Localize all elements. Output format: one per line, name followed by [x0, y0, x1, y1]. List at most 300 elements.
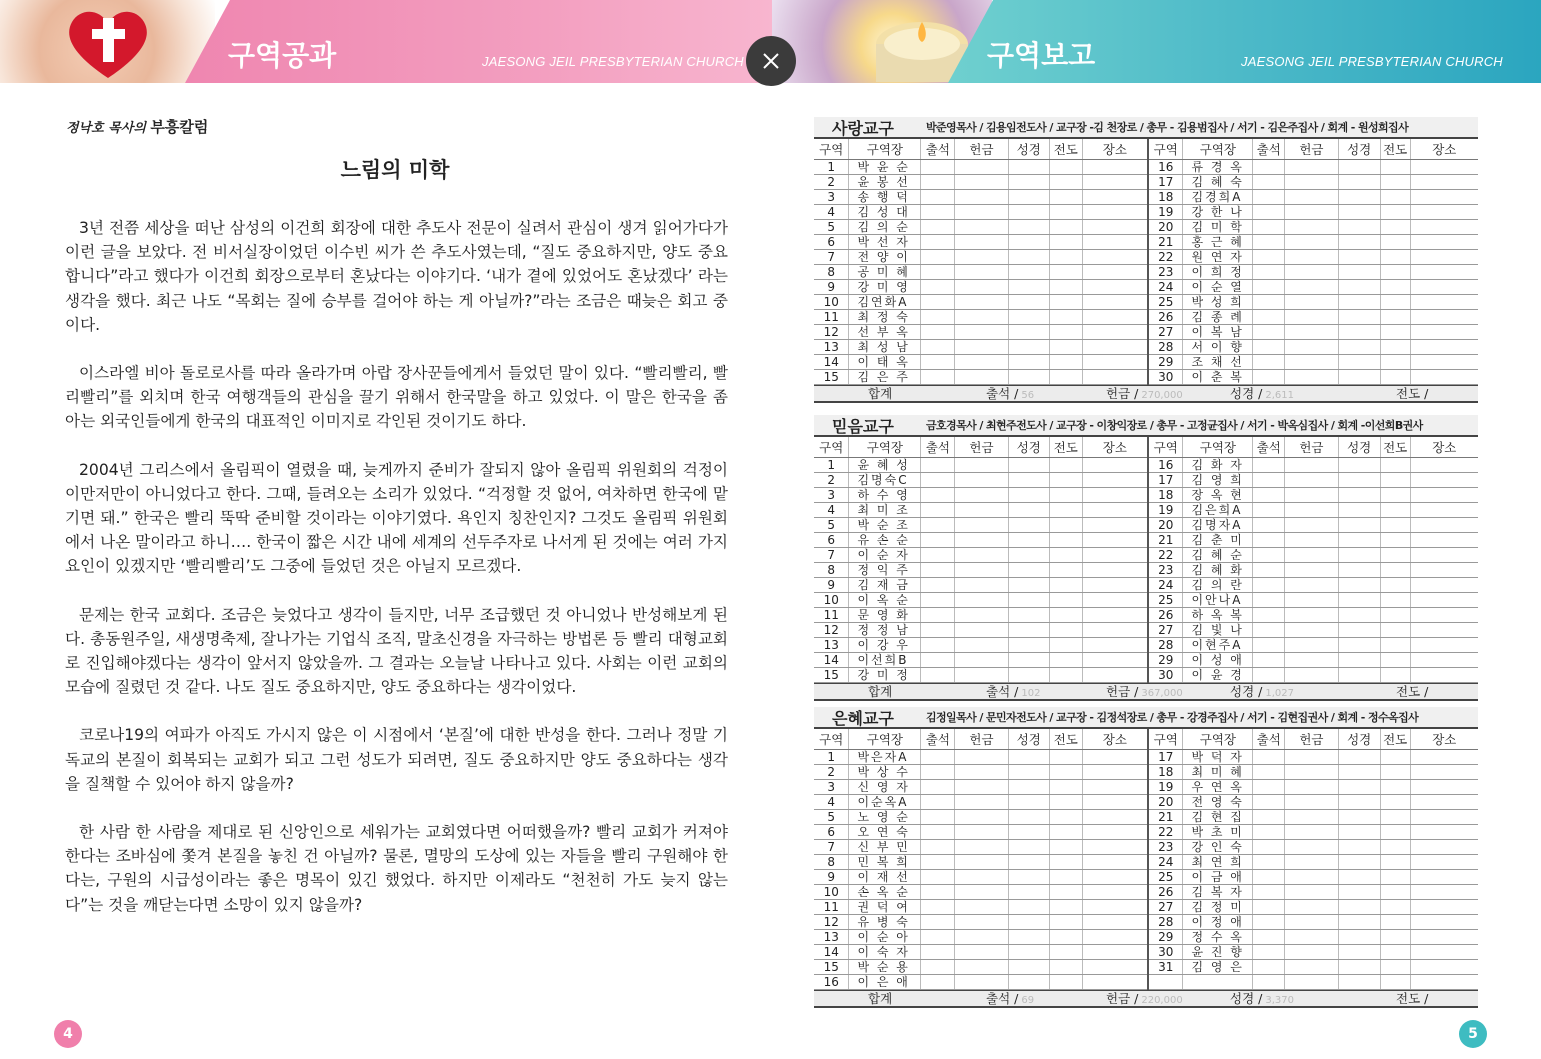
empty-cell [1380, 652, 1410, 667]
empty-cell [1285, 764, 1338, 779]
table-row [814, 457, 1478, 472]
empty-cell [955, 667, 1008, 682]
group-leader: 박 선 자 [849, 234, 921, 249]
empty-cell [1338, 764, 1380, 779]
empty-cell [955, 824, 1008, 839]
empty-cell [1253, 354, 1285, 369]
empty-cell [1049, 249, 1082, 264]
empty-cell [1008, 517, 1049, 532]
empty-cell [1049, 457, 1082, 472]
district-name: 은혜교구 [832, 708, 894, 728]
group-leader: 강 인 숙 [1183, 839, 1253, 854]
empty-cell [1380, 622, 1410, 637]
column-header: 구역 [814, 437, 849, 457]
empty-cell [1410, 562, 1478, 577]
empty-cell [1253, 309, 1285, 324]
empty-cell [1380, 607, 1410, 622]
group-number: 11 [814, 607, 849, 622]
summary-bible-value: 3,370 [1265, 995, 1294, 1006]
empty-cell [1380, 929, 1410, 944]
group-leader: 우 연 옥 [1183, 779, 1253, 794]
empty-cell [1253, 779, 1285, 794]
column-header: 전도 [1049, 729, 1082, 749]
empty-cell [1253, 592, 1285, 607]
group-number: 27 [1148, 324, 1183, 339]
empty-cell [921, 974, 955, 989]
empty-cell [1338, 159, 1380, 174]
empty-cell [955, 959, 1008, 974]
group-number: 15 [814, 667, 849, 682]
empty-cell [1285, 824, 1338, 839]
empty-cell [1008, 234, 1049, 249]
column-header: 구역 [1148, 729, 1183, 749]
group-number: 19 [1148, 204, 1183, 219]
empty-cell [921, 472, 955, 487]
empty-cell [1338, 667, 1380, 682]
column-header: 장소 [1410, 139, 1478, 159]
column-header: 구역 [1148, 437, 1183, 457]
group-leader: 이 복 남 [1183, 324, 1253, 339]
empty-cell [921, 779, 955, 794]
empty-cell [1338, 607, 1380, 622]
district-name: 사랑교구 [832, 118, 894, 138]
column-header: 장소 [1082, 437, 1148, 457]
empty-cell [1049, 944, 1082, 959]
table-row [814, 234, 1478, 249]
group-leader: 김명자A [1183, 517, 1253, 532]
empty-cell [1049, 174, 1082, 189]
empty-cell [1082, 959, 1148, 974]
empty-cell [1253, 487, 1285, 502]
empty-cell [1410, 159, 1478, 174]
empty-cell [1285, 174, 1338, 189]
column-header: 성경 [1338, 139, 1380, 159]
empty-cell [1253, 502, 1285, 517]
group-leader: 최 정 숙 [849, 309, 921, 324]
empty-cell [921, 592, 955, 607]
empty-cell [1410, 264, 1478, 279]
empty-cell [1253, 869, 1285, 884]
empty-cell [1008, 869, 1049, 884]
empty-cell [921, 839, 955, 854]
table-row [814, 779, 1478, 794]
group-leader: 이안나A [1183, 592, 1253, 607]
empty-cell [1082, 577, 1148, 592]
empty-cell [1008, 824, 1049, 839]
empty-cell [1285, 294, 1338, 309]
column-header: 구역 [1148, 139, 1183, 159]
empty-cell [955, 174, 1008, 189]
empty-cell [1082, 652, 1148, 667]
group-number: 12 [814, 914, 849, 929]
empty-cell [955, 294, 1008, 309]
empty-cell [1380, 667, 1410, 682]
empty-cell [1410, 502, 1478, 517]
summary-offering-label: 헌금 / [1106, 386, 1139, 401]
empty-cell [921, 652, 955, 667]
summary-offering [1106, 682, 1183, 700]
group-number: 30 [1148, 369, 1183, 384]
empty-cell [1082, 809, 1148, 824]
column-header: 성경 [1008, 139, 1049, 159]
empty-cell [955, 637, 1008, 652]
empty-cell [1049, 974, 1082, 989]
empty-cell [1410, 369, 1478, 384]
table-row [814, 189, 1478, 204]
group-number: 4 [814, 794, 849, 809]
empty-cell [1285, 794, 1338, 809]
group-number: 20 [1148, 219, 1183, 234]
column-header: 성경 [1008, 729, 1049, 749]
group-number: 1 [814, 749, 849, 764]
group-number: 3 [814, 189, 849, 204]
group-leader: 이 윤 경 [1183, 667, 1253, 682]
empty-cell [1285, 532, 1338, 547]
empty-cell [921, 204, 955, 219]
summary-total: 합계 [868, 386, 893, 401]
summary-attendance-value: 56 [1021, 390, 1035, 401]
empty-cell [1380, 354, 1410, 369]
empty-cell [921, 944, 955, 959]
group-number: 25 [1148, 592, 1183, 607]
group-leader: 박 윤 순 [849, 159, 921, 174]
empty-cell [1008, 487, 1049, 502]
empty-cell [1253, 204, 1285, 219]
empty-cell [921, 264, 955, 279]
empty-cell [1049, 339, 1082, 354]
empty-cell [1049, 502, 1082, 517]
group-leader: 윤 봉 선 [849, 174, 921, 189]
empty-cell [1285, 637, 1338, 652]
group-leader: 유 병 숙 [849, 914, 921, 929]
group-number: 31 [1148, 959, 1183, 974]
summary-bible-label: 성경 / [1230, 386, 1263, 401]
empty-cell [1285, 899, 1338, 914]
group-leader: 이 옥 순 [849, 592, 921, 607]
empty-cell [1049, 779, 1082, 794]
empty-cell [1380, 294, 1410, 309]
empty-cell [1285, 974, 1338, 989]
table-row [814, 824, 1478, 839]
empty-cell [955, 929, 1008, 944]
table-row [814, 622, 1478, 637]
group-number: 21 [1148, 532, 1183, 547]
empty-cell [1410, 279, 1478, 294]
empty-cell [1338, 749, 1380, 764]
group-leader: 김 의 란 [1183, 577, 1253, 592]
group-number: 17 [1148, 749, 1183, 764]
empty-cell [1049, 824, 1082, 839]
empty-cell [1008, 279, 1049, 294]
group-leader: 장 옥 현 [1183, 487, 1253, 502]
empty-cell [1410, 974, 1478, 989]
article-paragraph: 3년 전쯤 세상을 떠난 삼성의 이건희 회장에 대한 추도사 전문이 실려서 관심이 생겨 읽어가다가 이런 글을 보았다. 전 비서실장이었던 이수빈 씨가 쓴 추도사였는데, “질도 중요하지만, 양도 중요합니다”라고 했다가 이건희 회장으로부터 혼났다는 이야기다. ‘내가 곁에 있었어도 혼났겠다’ 라는 생각을 했다. 최근 나도 “목회는 질에 승부를 걸어야 하는 게 아닐까?”라는 조금은 때늦은 회고 중이다. [65, 219, 728, 334]
empty-cell [1380, 547, 1410, 562]
empty-cell [1285, 839, 1338, 854]
left-banner [0, 0, 772, 83]
empty-cell [1380, 339, 1410, 354]
empty-cell [1082, 637, 1148, 652]
group-number: 23 [1148, 264, 1183, 279]
table-row [814, 652, 1478, 667]
empty-cell [1338, 472, 1380, 487]
empty-cell [1410, 824, 1478, 839]
group-number: 2 [814, 764, 849, 779]
empty-cell [955, 839, 1008, 854]
empty-cell [1380, 749, 1410, 764]
district-summary [814, 990, 1478, 1008]
group-number: 7 [814, 547, 849, 562]
article-title: 느림의 미학 [340, 158, 450, 182]
empty-cell [1253, 764, 1285, 779]
group-leader: 정 정 남 [849, 622, 921, 637]
empty-cell [1253, 974, 1285, 989]
group-number: 9 [814, 577, 849, 592]
empty-cell [1082, 354, 1148, 369]
empty-cell [1253, 824, 1285, 839]
empty-cell [1285, 959, 1338, 974]
summary-bible-value: 2,611 [1265, 390, 1294, 401]
empty-cell [1082, 264, 1148, 279]
column-label [66, 116, 208, 137]
empty-cell [921, 487, 955, 502]
group-number: 23 [1148, 562, 1183, 577]
empty-cell [1380, 457, 1410, 472]
empty-cell [921, 159, 955, 174]
empty-cell [955, 764, 1008, 779]
group-number: 4 [814, 502, 849, 517]
empty-cell [1285, 854, 1338, 869]
district-table [814, 437, 1478, 683]
group-number: 21 [1148, 234, 1183, 249]
empty-cell [1049, 532, 1082, 547]
table-row [814, 354, 1478, 369]
summary-attendance-label: 출석 / [986, 386, 1019, 401]
summary-offering-value: 367,000 [1141, 688, 1183, 699]
empty-cell [1338, 339, 1380, 354]
group-number: 28 [1148, 339, 1183, 354]
empty-cell [921, 824, 955, 839]
empty-cell [1410, 174, 1478, 189]
group-number [1148, 974, 1183, 989]
empty-cell [1008, 914, 1049, 929]
group-number: 15 [814, 959, 849, 974]
group-leader: 이 은 애 [849, 974, 921, 989]
empty-cell [1008, 294, 1049, 309]
group-leader: 최 성 남 [849, 339, 921, 354]
group-number: 7 [814, 839, 849, 854]
empty-cell [1338, 517, 1380, 532]
empty-cell [1285, 622, 1338, 637]
group-number: 17 [1148, 472, 1183, 487]
group-leader: 신 영 자 [849, 779, 921, 794]
summary-attendance [986, 384, 1034, 402]
empty-cell [1380, 249, 1410, 264]
group-leader: 이 순 열 [1183, 279, 1253, 294]
column-header: 구역장 [849, 437, 921, 457]
empty-cell [1008, 974, 1049, 989]
empty-cell [955, 547, 1008, 562]
empty-cell [1380, 324, 1410, 339]
empty-cell [1049, 309, 1082, 324]
group-number: 22 [1148, 249, 1183, 264]
empty-cell [921, 369, 955, 384]
group-number: 10 [814, 294, 849, 309]
empty-cell [955, 794, 1008, 809]
group-number: 20 [1148, 794, 1183, 809]
empty-cell [1049, 517, 1082, 532]
group-number: 9 [814, 869, 849, 884]
empty-cell [1082, 279, 1148, 294]
article-paragraph: 코로나19의 여파가 아직도 가시지 않은 이 시점에서 ‘본질’에 대한 반성을 한다. 그러나 정말 기독교의 본질이 회복되는 교회가 되고 그런 성도가 되려면, 질도 중요하지만 양도 중요하다는 생각을 질책할 수 있어야 하지 않을까? [65, 726, 728, 793]
empty-cell [1082, 899, 1148, 914]
empty-cell [955, 189, 1008, 204]
empty-cell [1380, 487, 1410, 502]
empty-cell [1410, 779, 1478, 794]
group-number: 26 [1148, 607, 1183, 622]
empty-cell [1410, 899, 1478, 914]
group-number: 30 [1148, 944, 1183, 959]
group-leader: 이 숙 자 [849, 944, 921, 959]
empty-cell [921, 457, 955, 472]
group-leader: 이순옥A [849, 794, 921, 809]
empty-cell [1049, 279, 1082, 294]
empty-cell [1008, 667, 1049, 682]
group-leader: 이 순 아 [849, 929, 921, 944]
empty-cell [1410, 249, 1478, 264]
empty-cell [1253, 809, 1285, 824]
empty-cell [921, 914, 955, 929]
district-report-eunhye [814, 707, 1478, 1008]
group-number: 30 [1148, 667, 1183, 682]
table-row [814, 839, 1478, 854]
empty-cell [1410, 929, 1478, 944]
group-leader: 김 은 주 [849, 369, 921, 384]
empty-cell [1285, 487, 1338, 502]
empty-cell [1380, 369, 1410, 384]
empty-cell [1008, 264, 1049, 279]
empty-cell [921, 309, 955, 324]
group-leader: 전 양 이 [849, 249, 921, 264]
empty-cell [1008, 354, 1049, 369]
empty-cell [1380, 532, 1410, 547]
empty-cell [1338, 219, 1380, 234]
empty-cell [1285, 279, 1338, 294]
empty-cell [955, 324, 1008, 339]
article-body [65, 216, 728, 941]
empty-cell [1008, 592, 1049, 607]
empty-cell [1410, 189, 1478, 204]
empty-cell [1049, 472, 1082, 487]
empty-cell [1253, 517, 1285, 532]
group-number: 2 [814, 472, 849, 487]
empty-cell [1410, 959, 1478, 974]
group-number: 29 [1148, 354, 1183, 369]
table-header-row [814, 729, 1478, 749]
table-row [814, 667, 1478, 682]
empty-cell [1338, 174, 1380, 189]
empty-cell [1082, 502, 1148, 517]
empty-cell [1008, 339, 1049, 354]
empty-cell [955, 234, 1008, 249]
group-number: 18 [1148, 189, 1183, 204]
empty-cell [1285, 652, 1338, 667]
group-leader: 오 연 숙 [849, 824, 921, 839]
table-row [814, 944, 1478, 959]
column-header: 성경 [1008, 437, 1049, 457]
group-leader: 박 초 미 [1183, 824, 1253, 839]
empty-cell [1253, 324, 1285, 339]
summary-offering [1106, 384, 1183, 402]
empty-cell [1253, 189, 1285, 204]
group-number: 9 [814, 279, 849, 294]
group-leader: 박은자A [849, 749, 921, 764]
empty-cell [1380, 264, 1410, 279]
empty-cell [1082, 457, 1148, 472]
empty-cell [1410, 487, 1478, 502]
empty-cell [1082, 562, 1148, 577]
district-header [814, 415, 1478, 437]
empty-cell [955, 457, 1008, 472]
empty-cell [1049, 354, 1082, 369]
group-leader: 공 미 혜 [849, 264, 921, 279]
empty-cell [1082, 622, 1148, 637]
empty-cell [955, 779, 1008, 794]
empty-cell [1253, 234, 1285, 249]
empty-cell [1380, 884, 1410, 899]
empty-cell [955, 884, 1008, 899]
empty-cell [1008, 174, 1049, 189]
empty-cell [1410, 354, 1478, 369]
column-header: 구역 [814, 729, 849, 749]
empty-cell [1285, 592, 1338, 607]
empty-cell [1082, 607, 1148, 622]
table-row [814, 764, 1478, 779]
column-header: 출석 [1253, 729, 1285, 749]
column-header: 구역장 [1183, 437, 1253, 457]
empty-cell [1380, 899, 1410, 914]
group-leader: 김 혜 화 [1183, 562, 1253, 577]
empty-cell [1049, 547, 1082, 562]
empty-cell [1253, 667, 1285, 682]
empty-cell [1049, 204, 1082, 219]
group-number: 18 [1148, 487, 1183, 502]
empty-cell [1380, 159, 1410, 174]
group-leader: 김 복 자 [1183, 884, 1253, 899]
table-row [814, 309, 1478, 324]
empty-cell [1253, 794, 1285, 809]
group-number: 5 [814, 219, 849, 234]
table-row [814, 279, 1478, 294]
column-header: 헌금 [1285, 437, 1338, 457]
empty-cell [1338, 869, 1380, 884]
empty-cell [1338, 637, 1380, 652]
empty-cell [1380, 279, 1410, 294]
empty-cell [1285, 562, 1338, 577]
group-leader: 윤 진 향 [1183, 944, 1253, 959]
empty-cell [1338, 809, 1380, 824]
empty-cell [1049, 652, 1082, 667]
empty-cell [955, 472, 1008, 487]
empty-cell [1380, 592, 1410, 607]
group-leader: 김 영 은 [1183, 959, 1253, 974]
empty-cell [1008, 944, 1049, 959]
table-row [814, 809, 1478, 824]
group-leader: 노 영 순 [849, 809, 921, 824]
empty-cell [921, 667, 955, 682]
empty-cell [1380, 764, 1410, 779]
group-leader: 박 성 희 [1183, 294, 1253, 309]
